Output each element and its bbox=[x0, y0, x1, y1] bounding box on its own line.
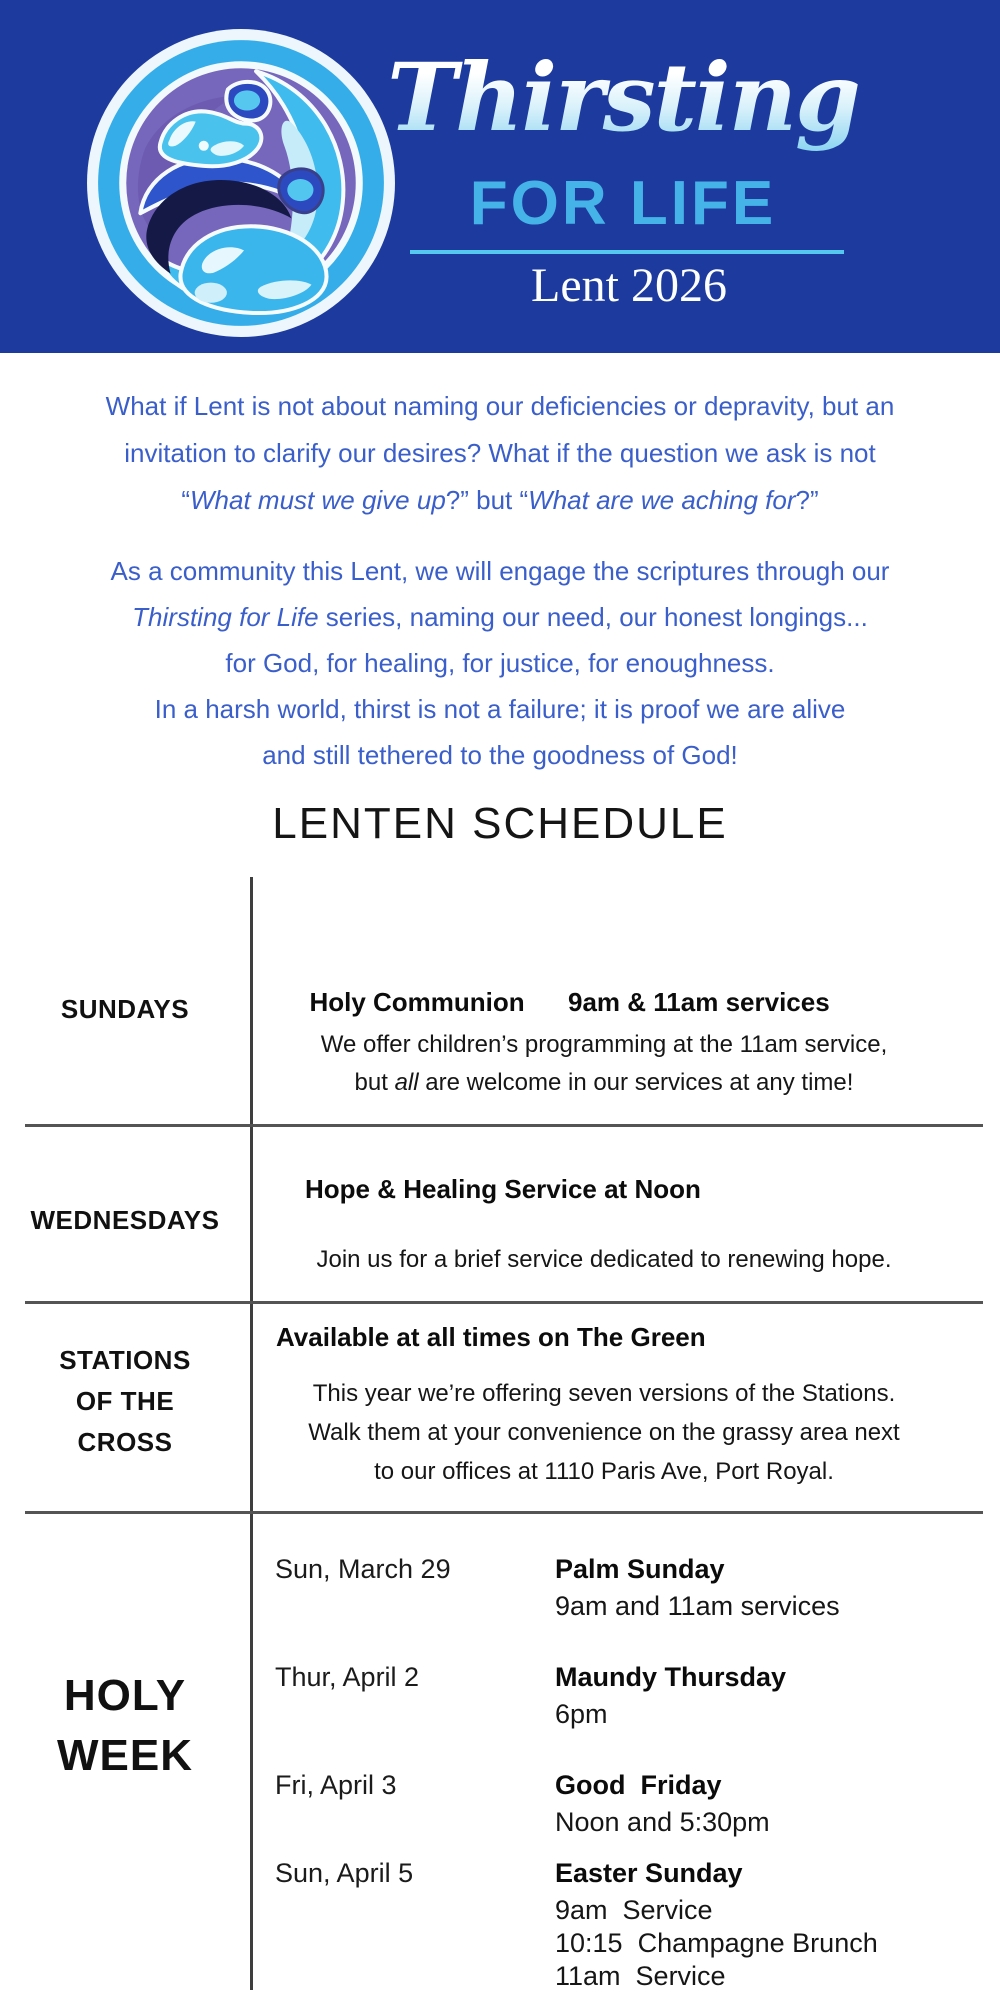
title-underline bbox=[410, 250, 844, 254]
text-segment: series, naming our need, our honest longings... bbox=[318, 602, 868, 632]
table-row-divider bbox=[25, 1511, 983, 1514]
header-banner bbox=[0, 0, 1000, 353]
table-row-divider bbox=[25, 1301, 983, 1304]
text-segment: What are we aching for bbox=[528, 485, 796, 515]
text-segment: What must we give up bbox=[190, 485, 446, 515]
wednesdays-bold-line: Hope & Healing Service at Noon bbox=[305, 1174, 701, 1204]
stations-description-line bbox=[250, 1413, 958, 1452]
text-segment: This year we’re offering seven versions of the Stations. bbox=[312, 1380, 896, 1407]
intro-line bbox=[0, 430, 1000, 477]
text-segment: for God, for healing, for justice, for enoughness. bbox=[225, 648, 775, 678]
row-label-holy-week bbox=[0, 1666, 250, 1786]
sundays-description-line bbox=[250, 1064, 958, 1102]
sundays-service-times: 9am & 11am services bbox=[568, 987, 830, 1017]
event-detail: 9am and 11am services bbox=[555, 1591, 840, 1621]
stations-description bbox=[250, 1374, 958, 1491]
stations-description-line bbox=[250, 1374, 958, 1413]
wednesdays-description-line bbox=[250, 1241, 958, 1279]
stations-label-line: STATIONS bbox=[59, 1345, 191, 1375]
event-name: Good Friday bbox=[555, 1770, 722, 1800]
event-detail: 9am Service bbox=[555, 1895, 713, 1925]
sundays-bold-line bbox=[295, 956, 830, 1018]
text-segment: ?” but “ bbox=[445, 485, 529, 515]
title-thirsting: Thirsting bbox=[340, 38, 906, 158]
subtitle-lent-2026: Lent 2026 bbox=[531, 259, 727, 312]
text-segment: In a harsh world, thirst is not a failure; it is proof we are alive bbox=[154, 694, 846, 724]
intro-line bbox=[0, 686, 1000, 732]
text-segment: Walk them at your convenience on the grassy area next bbox=[308, 1419, 900, 1446]
event-date: Sun, April 5 bbox=[275, 1858, 414, 1888]
event-detail: 6pm bbox=[555, 1699, 608, 1729]
intro-paragraph-1 bbox=[0, 383, 1000, 524]
sundays-description-line bbox=[250, 1026, 958, 1064]
text-segment: ?” bbox=[795, 485, 819, 515]
text-segment: We offer children’s programming at the 11am service, bbox=[320, 1031, 888, 1058]
sundays-service-name: Holy Communion bbox=[309, 987, 525, 1017]
event-name: Palm Sunday bbox=[555, 1554, 725, 1584]
text-segment: invitation to clarify our desires? What if the question we ask is not bbox=[124, 438, 876, 468]
text-segment: to our offices at 1110 Paris Ave, Port Royal. bbox=[374, 1458, 834, 1485]
text-segment: and still tethered to the goodness of God! bbox=[262, 740, 738, 770]
text-segment: What if Lent is not about naming our deficiencies or depravity, but an bbox=[105, 391, 895, 421]
title-for-life: FOR LIFE bbox=[469, 169, 777, 238]
table-row-divider bbox=[25, 1124, 983, 1127]
intro-line bbox=[0, 548, 1000, 594]
event-detail: 11am Service bbox=[555, 1961, 726, 1991]
text-segment: are welcome in our services at any time! bbox=[418, 1069, 854, 1096]
text-segment: Join us for a brief service dedicated to renewing hope. bbox=[316, 1246, 892, 1273]
row-label-stations bbox=[0, 1340, 250, 1463]
intro-line bbox=[0, 477, 1000, 524]
holy-week-label-line: HOLY bbox=[63, 1671, 187, 1720]
bold-line-gap bbox=[525, 987, 568, 1017]
intro-line bbox=[0, 594, 1000, 640]
holy-week-label-line: WEEK bbox=[57, 1731, 193, 1780]
intro-paragraph-2 bbox=[0, 548, 1000, 778]
event-date: Thur, April 2 bbox=[275, 1662, 420, 1692]
event-info bbox=[555, 1656, 786, 1731]
sundays-description bbox=[250, 1026, 958, 1102]
event-info bbox=[555, 1548, 840, 1623]
text-segment: but bbox=[354, 1069, 395, 1096]
event-date: Fri, April 3 bbox=[275, 1770, 397, 1800]
event-detail: 10:15 Champagne Brunch bbox=[555, 1928, 878, 1958]
intro-line bbox=[0, 640, 1000, 686]
event-info bbox=[555, 1852, 878, 1993]
stations-label-line: CROSS bbox=[77, 1427, 173, 1457]
intro-line bbox=[0, 732, 1000, 778]
event-name: Maundy Thursday bbox=[555, 1662, 787, 1692]
text-segment: all bbox=[394, 1069, 419, 1096]
row-label-wednesdays: WEDNESDAYS bbox=[30, 1205, 220, 1235]
text-segment: “ bbox=[181, 485, 191, 515]
event-info bbox=[555, 1764, 770, 1839]
intro-line bbox=[0, 383, 1000, 430]
row-label-sundays: SUNDAYS bbox=[60, 994, 190, 1024]
stations-description-line bbox=[250, 1452, 958, 1491]
stations-label-line: OF THE bbox=[75, 1386, 175, 1416]
text-segment: Thirsting for Life bbox=[132, 602, 319, 632]
stations-bold-line: Available at all times on The Green bbox=[276, 1322, 706, 1352]
event-detail: Noon and 5:30pm bbox=[555, 1807, 770, 1837]
wednesdays-description bbox=[250, 1241, 958, 1279]
schedule-heading: LENTEN SCHEDULE bbox=[272, 799, 728, 848]
event-name: Easter Sunday bbox=[555, 1858, 743, 1888]
event-date: Sun, March 29 bbox=[275, 1554, 451, 1584]
text-segment: As a community this Lent, we will engage the scriptures through our bbox=[110, 556, 890, 586]
